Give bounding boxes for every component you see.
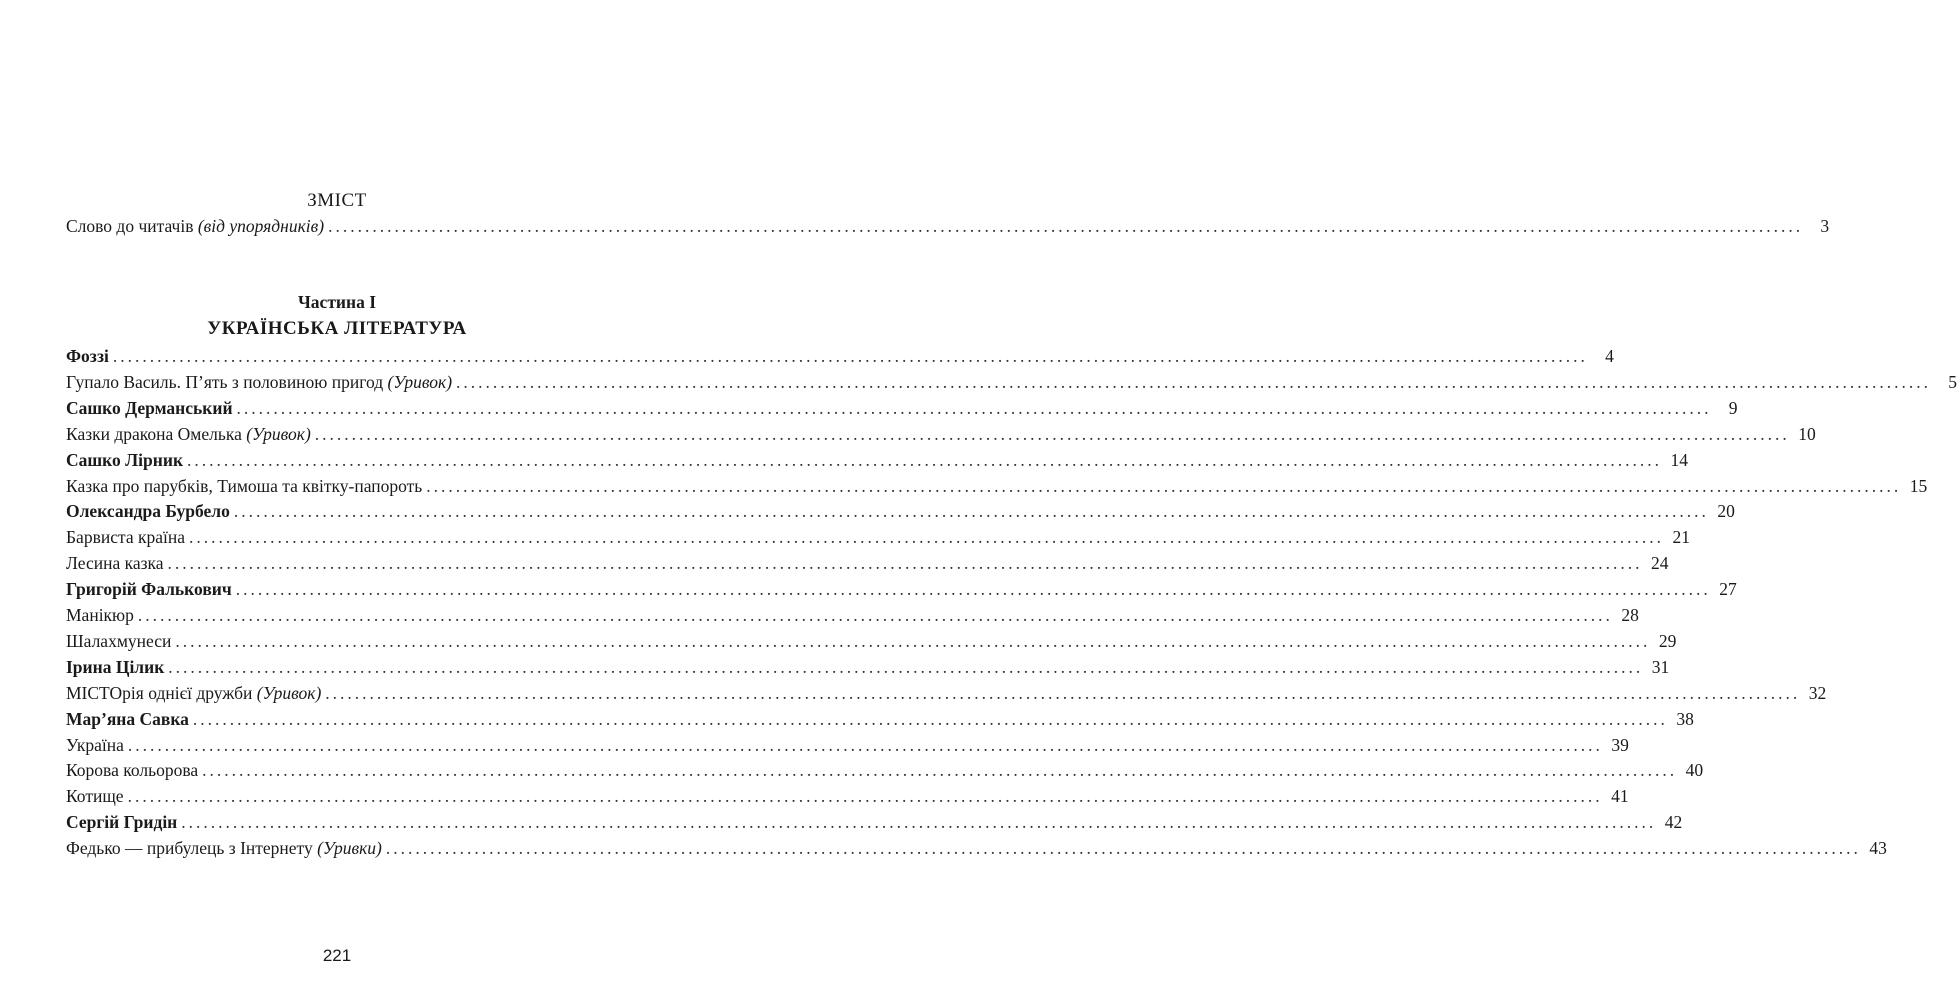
entry-title: Мар’яна Савка xyxy=(66,708,189,729)
entry-title: Барвиста країна xyxy=(66,527,185,548)
entry-page: 5 xyxy=(1948,371,1957,392)
toc-entry xyxy=(66,784,1629,808)
dot-leader: ........................................................................................................................................................................................................ xyxy=(127,734,1603,755)
entry-page: 21 xyxy=(1672,527,1690,548)
dot-leader: ........................................................................................................................................................................................................ xyxy=(236,397,1712,418)
entry-page: 29 xyxy=(1658,630,1677,651)
entry-title: Григорій Фалькович xyxy=(66,579,232,600)
entry-page: 40 xyxy=(1685,760,1704,781)
dot-leader: ........................................................................................................................................................................................................ xyxy=(188,527,1664,548)
dot-leader: ........................................................................................................................................................................................................ xyxy=(127,786,1603,807)
entry-page: 43 xyxy=(1869,838,1887,859)
dot-leader: ........................................................................................................................................................................................................ xyxy=(235,579,1711,600)
dot-leader: ........................................................................................................................................................................................................ xyxy=(175,630,1651,651)
dot-leader: ........................................................................................................................................................................................................ xyxy=(314,423,1790,444)
entry-title: Сергій Гридін xyxy=(66,812,178,833)
dot-leader: ........................................................................................................................................................................................................ xyxy=(112,346,1588,366)
entry-title: Слово до читачів (від упорядників) xyxy=(66,216,325,236)
entry-page: 27 xyxy=(1719,579,1737,600)
dot-leader: ........................................................................................................................................................................................................ xyxy=(137,605,1613,625)
dot-leader: ........................................................................................................................................................................................................ xyxy=(167,553,1643,574)
entry-title: Лесина казка xyxy=(66,553,164,574)
toc-entry-intro xyxy=(66,214,1830,238)
toc-entry xyxy=(66,525,1690,549)
dot-leader: ........................................................................................................................................................................................................ xyxy=(385,838,1861,859)
entry-page: 14 xyxy=(1670,449,1689,470)
entry-title: Шалахмунеси xyxy=(66,630,172,651)
toc-entry xyxy=(66,681,1827,705)
entry-title: Україна xyxy=(66,734,124,755)
toc-entry xyxy=(66,836,1887,860)
dot-leader: ........................................................................................................................................................................................................ xyxy=(426,475,1902,496)
entry-page: 24 xyxy=(1651,553,1669,574)
entry-page: 41 xyxy=(1611,786,1629,807)
dot-leader: ........................................................................................................................................................................................................ xyxy=(456,371,1932,392)
entry-page: 3 xyxy=(1820,216,1830,236)
toc-entry xyxy=(66,733,1629,757)
entry-title: Котище xyxy=(66,786,124,807)
entry-page: 32 xyxy=(1808,682,1827,703)
entry-page: 9 xyxy=(1728,397,1738,418)
entry-title: Гупало Василь. П’ять з половиною пригод (Уривок) xyxy=(66,371,453,392)
entry-page: 4 xyxy=(1605,346,1614,366)
entry-title: Казка про парубків, Тимоша та квітку-папороть xyxy=(66,475,423,496)
entry-page: 10 xyxy=(1798,423,1816,444)
entry-page: 15 xyxy=(1909,475,1928,496)
toc-entry xyxy=(66,758,1704,782)
entry-title: Ірина Цілик xyxy=(66,656,165,677)
entry-page: 20 xyxy=(1717,501,1735,522)
entry-title: Манікюр xyxy=(66,605,134,625)
entry-page: 38 xyxy=(1676,708,1694,729)
toc-entry xyxy=(66,603,1639,627)
page-title: ЗМІСТ xyxy=(307,190,367,211)
entry-title: Казки дракона Омелька (Уривок) xyxy=(66,423,311,444)
toc-entry xyxy=(66,448,1689,472)
entry-title: Сашко Дерманський xyxy=(66,397,233,418)
toc-entry xyxy=(66,499,1735,523)
entry-title: Олександра Бурбело xyxy=(66,501,230,522)
dot-leader: ........................................................................................................................................................................................................ xyxy=(192,708,1668,729)
toc-entry xyxy=(66,810,1683,834)
dot-leader: ........................................................................................................................................................................................................ xyxy=(325,682,1801,703)
toc-entry xyxy=(66,577,1737,601)
toc-entry xyxy=(66,344,1614,368)
part-title: УКРАЇНСЬКА ЛІТЕРАТУРА xyxy=(207,318,467,339)
toc-entry xyxy=(66,551,1669,575)
dot-leader: ........................................................................................................................................................................................................ xyxy=(168,656,1644,677)
entry-title: Фоззі xyxy=(66,346,109,366)
entry-page: 39 xyxy=(1611,734,1629,755)
toc-entry xyxy=(66,629,1677,653)
page-number: 221 xyxy=(322,946,352,965)
toc-entry xyxy=(66,422,1816,446)
entry-title: Корова кольорова xyxy=(66,760,199,781)
toc-entry xyxy=(66,474,1928,498)
dot-leader: ........................................................................................................................................................................................................ xyxy=(328,216,1804,236)
toc-entry xyxy=(66,370,1957,394)
entry-title: Сашко Лірник xyxy=(66,449,184,470)
toc-entry xyxy=(66,707,1694,731)
part-label: Частина І xyxy=(297,292,377,312)
entry-page: 28 xyxy=(1621,605,1639,625)
dot-leader: ........................................................................................................................................................................................................ xyxy=(181,812,1657,833)
entry-title: МІСТОрія однієї дружби (Уривок) xyxy=(66,682,322,703)
dot-leader: ........................................................................................................................................................................................................ xyxy=(202,760,1678,781)
dot-leader: ........................................................................................................................................................................................................ xyxy=(233,501,1709,522)
toc-entry xyxy=(66,396,1738,420)
entry-title: Федько — прибулець з Інтернету (Уривки) xyxy=(66,838,382,859)
entry-page: 31 xyxy=(1651,656,1670,677)
dot-leader: ........................................................................................................................................................................................................ xyxy=(187,449,1663,470)
entry-page: 42 xyxy=(1664,812,1683,833)
toc-entry xyxy=(66,655,1670,679)
